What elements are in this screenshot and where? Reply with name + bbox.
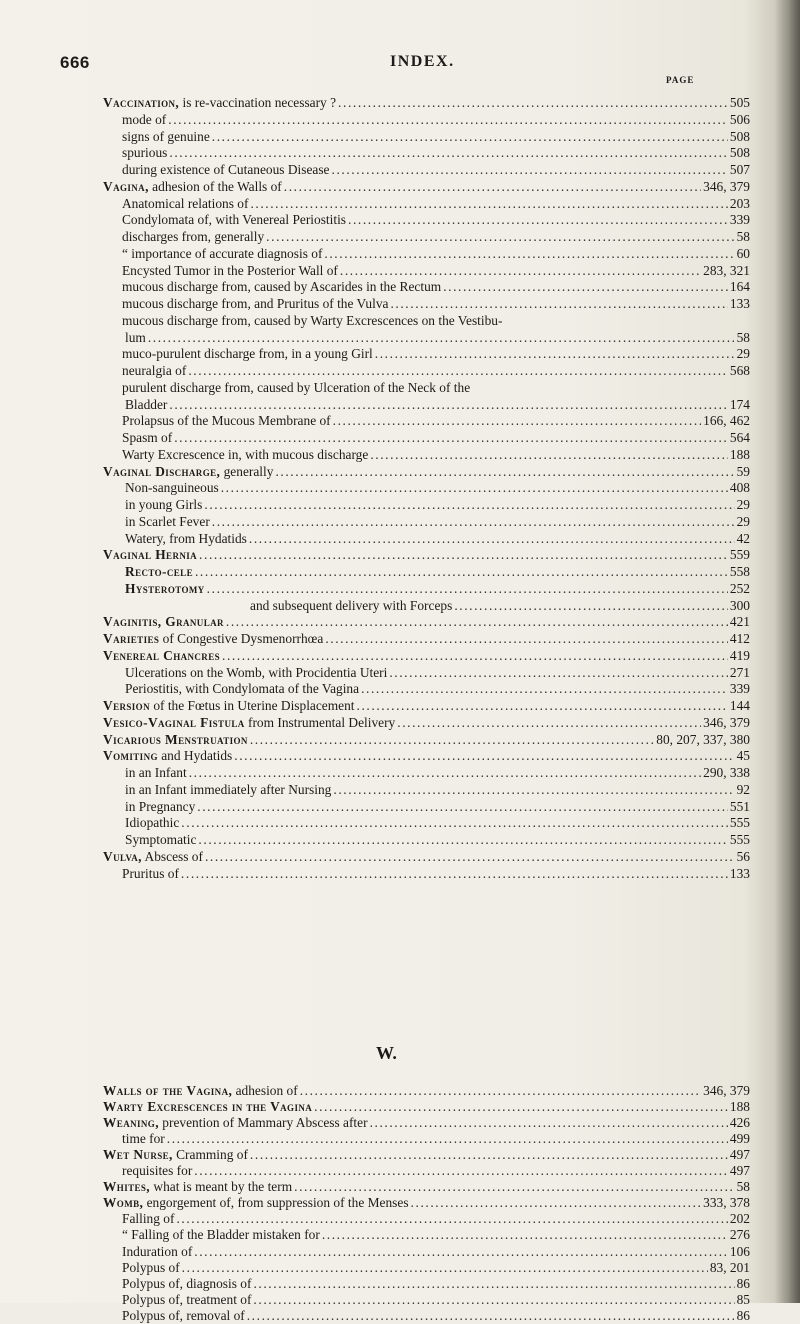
entry-heading: Vaccination,: [103, 95, 180, 110]
page-reference: 56: [736, 848, 750, 864]
page-reference: 346, 379: [703, 1083, 750, 1098]
entry-heading: Womb,: [103, 1195, 144, 1211]
index-entry: [103, 732, 750, 748]
leader-dots: [294, 1179, 734, 1195]
leader-dots: [389, 665, 728, 681]
leader-dots: [234, 748, 734, 764]
entry-heading: Weaning,: [103, 1115, 159, 1131]
page-reference: 568: [729, 363, 750, 378]
entry-text: Polypus of: [122, 1259, 180, 1275]
page-reference: 339: [729, 212, 750, 228]
index-entry: [122, 1276, 750, 1292]
leader-dots: [204, 497, 734, 513]
section-letter-w: W.: [376, 1043, 397, 1063]
index-entry: [103, 547, 750, 563]
index-entry: [122, 413, 750, 429]
page-reference: 106: [729, 1243, 750, 1259]
leader-dots: [266, 229, 734, 245]
index-entry: [122, 112, 750, 128]
entry-text: Watery, from Hydatids: [125, 530, 247, 546]
index-entry: [125, 564, 750, 580]
page-reference: 300: [729, 597, 750, 613]
entry-text: what is meant by the term: [150, 1179, 293, 1195]
running-head: INDEX.: [390, 53, 455, 70]
entry-heading: Vagina,: [103, 178, 149, 194]
index-entry: [125, 330, 750, 346]
leader-dots: [176, 1211, 727, 1227]
leader-dots: [250, 196, 727, 212]
index-entry: [122, 346, 750, 362]
leader-dots: [212, 129, 728, 145]
page-reference: 45: [736, 748, 750, 764]
leader-dots: [411, 1195, 702, 1211]
entry-text: engorgement of, from suppression of the Menses: [143, 1195, 409, 1211]
leader-dots: [222, 648, 728, 664]
leader-dots: [370, 447, 728, 463]
index-entry: [122, 1260, 750, 1276]
entry-heading: Warty Excrescences in the Vagina: [103, 1099, 313, 1115]
leader-dots: [250, 732, 654, 748]
index-entry: [125, 815, 750, 831]
leader-dots: [390, 296, 727, 312]
entry-text: Polypus of, removal of: [122, 1307, 245, 1323]
leader-dots: [314, 1099, 728, 1115]
page-reference: 421: [729, 614, 750, 630]
index-entry: [125, 799, 750, 815]
page-header: [60, 53, 760, 77]
entry-text: Ulcerations on the Womb, with Procidentia Uteri: [125, 664, 388, 680]
entry-text: in young Girls: [125, 497, 203, 512]
index-entry: [122, 380, 750, 396]
leader-dots: [174, 430, 728, 446]
entry-text: “ Falling of the Bladder mistaken for: [122, 1227, 320, 1243]
index-entry: [103, 95, 750, 111]
index-entry: [125, 765, 750, 781]
index-entry: [103, 849, 750, 865]
index-entry: [125, 665, 750, 681]
index-entry: [122, 145, 750, 161]
entry-text: time for: [122, 1131, 165, 1147]
entry-text: neuralgia of: [122, 363, 187, 378]
binding-edge: [774, 0, 800, 1303]
entry-text: in an Infant immediately after Nursing: [125, 781, 332, 797]
leader-dots: [333, 782, 734, 798]
entry-text: Induration of: [122, 1243, 193, 1259]
entry-text: requisites for: [122, 1163, 193, 1179]
index-entry: [103, 1147, 750, 1163]
page-reference: 92: [736, 781, 750, 797]
page-reference: 29: [736, 497, 750, 512]
index-entry: [122, 162, 750, 178]
entry-text: lum: [125, 329, 146, 345]
page-reference: 86: [736, 1307, 750, 1323]
index-entry: [103, 1099, 750, 1115]
entry-heading: Wet Nurse,: [103, 1147, 173, 1163]
entry-text: mucous discharge from, caused by Ascarides in the Rectum: [122, 279, 442, 295]
entry-text: mucous discharge from, and Pruritus of the Vulva: [122, 296, 389, 311]
entry-heading: Varieties: [103, 631, 160, 646]
leader-dots: [249, 531, 735, 547]
index-entry: [125, 514, 750, 530]
index-entry: [122, 1308, 750, 1324]
leader-dots: [199, 547, 728, 563]
index-entry: [103, 614, 750, 630]
entry-text: Spasm of: [122, 430, 173, 445]
leader-dots: [454, 598, 728, 614]
leader-dots: [198, 832, 727, 848]
leader-dots: [253, 1292, 734, 1308]
index-entry: [103, 748, 750, 764]
page-reference: 58: [736, 1179, 750, 1195]
page-reference: 419: [729, 647, 750, 663]
page-reference: 551: [729, 798, 750, 814]
entry-text: purulent discharge from, caused by Ulceration of the Neck of the: [122, 379, 471, 395]
leader-dots: [332, 162, 728, 178]
page-reference: 86: [736, 1275, 750, 1291]
index-entry: [103, 698, 750, 714]
entry-heading: Vaginal Discharge,: [103, 463, 221, 479]
leader-dots: [333, 413, 701, 429]
leader-dots: [181, 866, 728, 882]
page-reference: 559: [729, 547, 750, 563]
page-reference: 555: [729, 815, 750, 831]
leader-dots: [207, 581, 728, 597]
leader-dots: [340, 263, 701, 279]
leader-dots: [375, 346, 735, 362]
entry-text: Polypus of, diagnosis of: [122, 1275, 252, 1291]
index-entry: [122, 1131, 750, 1147]
page-reference: 59: [736, 463, 750, 479]
page-reference: 276: [729, 1227, 750, 1243]
leader-dots: [226, 614, 728, 630]
leader-dots: [197, 799, 728, 815]
leader-dots: [194, 1244, 728, 1260]
page-reference: 42: [736, 530, 750, 546]
entry-text: during existence of Cutaneous Disease: [122, 162, 330, 177]
index-entry: [103, 179, 750, 195]
leader-dots: [325, 631, 728, 647]
index-entry: [122, 866, 750, 882]
index-entry: [122, 196, 750, 212]
index-entry: [122, 1244, 750, 1260]
entry-text: muco-purulent discharge from, in a young Girl: [122, 346, 373, 362]
leader-dots: [284, 179, 701, 195]
entry-text: mucous discharge from, caused by Warty Excrescences on the Vestibu-: [122, 312, 503, 328]
page-reference: 505: [729, 95, 750, 110]
page-reference: 412: [729, 631, 750, 646]
index-entry: [103, 715, 750, 731]
leader-dots: [397, 715, 701, 731]
leader-dots: [181, 815, 728, 831]
index-entry: [125, 497, 750, 513]
page-reference: 497: [729, 1147, 750, 1163]
index-entry: [122, 129, 750, 145]
page-reference: 29: [736, 513, 750, 529]
page-reference: 290, 338: [703, 765, 750, 780]
entry-text: in Pregnancy: [125, 798, 196, 814]
entry-text: and subsequent delivery with Forceps: [250, 597, 453, 613]
leader-dots: [168, 112, 728, 128]
page-reference: 58: [736, 229, 750, 244]
entry-text: Bladder: [125, 396, 168, 412]
leader-dots: [348, 212, 728, 228]
entry-text: Idiopathic: [125, 815, 180, 831]
entry-heading: Whites,: [103, 1179, 151, 1195]
page-reference: 497: [729, 1163, 750, 1179]
leader-dots: [221, 480, 728, 496]
entry-heading: Vaginitis, Granular: [103, 614, 224, 630]
page-reference: 346, 379: [703, 178, 750, 194]
entry-text: Prolapsus of the Mucous Membrane of: [122, 413, 331, 429]
leader-dots: [169, 145, 728, 161]
leader-dots: [189, 765, 701, 781]
leader-dots: [182, 1260, 708, 1276]
index-entry: [122, 313, 750, 329]
page-reference: 555: [729, 832, 750, 847]
leader-dots: [322, 1227, 728, 1243]
entry-text: and Hydatids: [157, 748, 233, 764]
entry-text: Encysted Tumor in the Posterior Wall of: [122, 262, 338, 278]
index-entry: [122, 1227, 750, 1243]
page-reference: 83, 201: [709, 1259, 750, 1275]
entry-text: of Congestive Dysmenorrhœa: [159, 631, 324, 646]
index-entry: [122, 430, 750, 446]
index-entry: [125, 782, 750, 798]
leader-dots: [247, 1308, 735, 1324]
index-entry: [103, 464, 750, 480]
index-entry: [122, 447, 750, 463]
entry-text: Periostitis, with Condylomata of the Vagina: [125, 681, 360, 697]
entry-heading: Vesico-Vaginal Fistula: [103, 714, 245, 730]
leader-dots: [195, 564, 728, 580]
page-reference: 271: [729, 664, 750, 680]
index-entry: [122, 279, 750, 295]
page-reference: 203: [729, 195, 750, 211]
leader-dots: [167, 1131, 728, 1147]
page-reference: 408: [729, 480, 750, 496]
index-entry: [125, 480, 750, 496]
page-reference: 85: [736, 1291, 750, 1307]
index-entry: [122, 263, 750, 279]
entry-text: is re-vaccination necessary ?: [179, 95, 337, 110]
page-reference: 166, 462: [703, 413, 750, 429]
entry-text: Symptomatic: [125, 832, 197, 847]
entry-text: Anatomical relations of: [122, 195, 249, 211]
leader-dots: [253, 1276, 734, 1292]
entry-heading: Venereal Chancres: [103, 647, 221, 663]
index-entry: [103, 1115, 750, 1131]
entry-text: Condylomata of, with Venereal Periostitis: [122, 212, 347, 228]
entry-heading: Vomiting: [103, 748, 158, 764]
page-reference: 60: [736, 245, 750, 261]
page-reference: 426: [729, 1115, 750, 1131]
index-entry: [103, 1195, 750, 1211]
leader-dots: [169, 397, 728, 413]
page-reference: 346, 379: [703, 714, 750, 730]
index-entry: [125, 681, 750, 697]
entry-text: in Scarlet Fever: [125, 513, 210, 529]
entry-text: Falling of: [122, 1211, 175, 1227]
page-reference: 506: [729, 111, 750, 127]
page-reference: 29: [736, 346, 750, 362]
index-entry: [125, 832, 750, 848]
page-reference: 499: [729, 1131, 750, 1147]
entry-text: “ importance of accurate diagnosis of: [122, 245, 323, 261]
page-reference: 558: [729, 564, 750, 579]
leader-dots: [148, 330, 735, 346]
leader-dots: [300, 1083, 701, 1099]
entry-heading: Vulva,: [103, 848, 142, 864]
page-reference: 188: [729, 446, 750, 462]
entry-text: adhesion of: [232, 1083, 298, 1098]
page-reference: 252: [729, 580, 750, 596]
index-entry: [122, 212, 750, 228]
page-reference: 507: [729, 162, 750, 177]
page-reference: 58: [736, 329, 750, 345]
page-reference: 133: [729, 865, 750, 881]
entry-heading: Vaginal Hernia: [103, 547, 198, 563]
leader-dots: [194, 1163, 728, 1179]
entry-heading: Hysterotomy: [125, 580, 205, 596]
index-entry: [125, 397, 750, 413]
entry-text: discharges from, generally: [122, 229, 265, 244]
page-reference: 339: [729, 681, 750, 697]
entry-text: Abscess of: [141, 848, 203, 864]
index-entry: [122, 1211, 750, 1227]
page-reference: 133: [729, 296, 750, 311]
leader-dots: [324, 246, 734, 262]
page-reference: 283, 321: [703, 262, 750, 278]
entry-text: mode of: [122, 111, 167, 127]
entry-text: adhesion of the Walls of: [148, 178, 282, 194]
entry-text: Non-sanguineous: [125, 480, 219, 496]
page-reference: 333, 378: [703, 1195, 750, 1211]
page-reference: 508: [729, 128, 750, 144]
page-reference: 164: [729, 279, 750, 295]
page-column-label: PAGE: [666, 75, 695, 85]
index-entry: [103, 1179, 750, 1195]
leader-dots: [205, 849, 735, 865]
entry-text: signs of genuine: [122, 128, 210, 144]
index-entry: [103, 1083, 750, 1099]
page-reference: 174: [729, 396, 750, 412]
entry-text: Cramming of: [172, 1147, 248, 1163]
page-number: 666: [60, 53, 90, 72]
leader-dots: [361, 681, 728, 697]
entry-heading: Walls of the Vagina,: [103, 1083, 233, 1098]
index-entry: [122, 229, 750, 245]
entry-heading: Version: [103, 698, 150, 713]
index-entry: [122, 1163, 750, 1179]
leader-dots: [370, 1115, 728, 1131]
leader-dots: [212, 514, 735, 530]
leader-dots: [357, 698, 728, 714]
leader-dots: [275, 464, 734, 480]
index-entry: [122, 363, 750, 379]
entry-text: in an Infant: [125, 765, 187, 780]
page-reference: 564: [729, 430, 750, 445]
entry-text: spurious: [122, 145, 168, 161]
index-entry: [125, 531, 750, 547]
index-entry: [103, 631, 750, 647]
index-entry: [125, 581, 750, 597]
index-entry: [122, 246, 750, 262]
entry-text: generally: [220, 463, 274, 479]
entry-text: Pruritus of: [122, 865, 179, 881]
entry-text: from Instrumental Delivery: [244, 714, 396, 730]
leader-dots: [443, 279, 728, 295]
entry-text: of the Fœtus in Uterine Displacement: [149, 698, 355, 713]
page-reference: 80, 207, 337, 380: [656, 731, 750, 747]
page-reference: 188: [729, 1099, 750, 1115]
entry-heading: Vicarious Menstruation: [103, 731, 248, 747]
entry-text: Polypus of, treatment of: [122, 1291, 252, 1307]
entry-text: prevention of Mammary Abscess after: [158, 1115, 368, 1131]
index-entry: [250, 598, 750, 614]
leader-dots: [188, 363, 728, 379]
index-entry: [122, 1292, 750, 1308]
page-reference: 508: [729, 145, 750, 161]
entry-text: Warty Excrescence in, with mucous discharge: [122, 446, 369, 462]
page-reference: 202: [729, 1211, 750, 1227]
index-entry: [103, 648, 750, 664]
leader-dots: [338, 95, 728, 111]
page-reference: 144: [729, 698, 750, 713]
index-entry: [122, 296, 750, 312]
leader-dots: [250, 1147, 728, 1163]
entry-heading: Recto-cele: [125, 564, 193, 579]
